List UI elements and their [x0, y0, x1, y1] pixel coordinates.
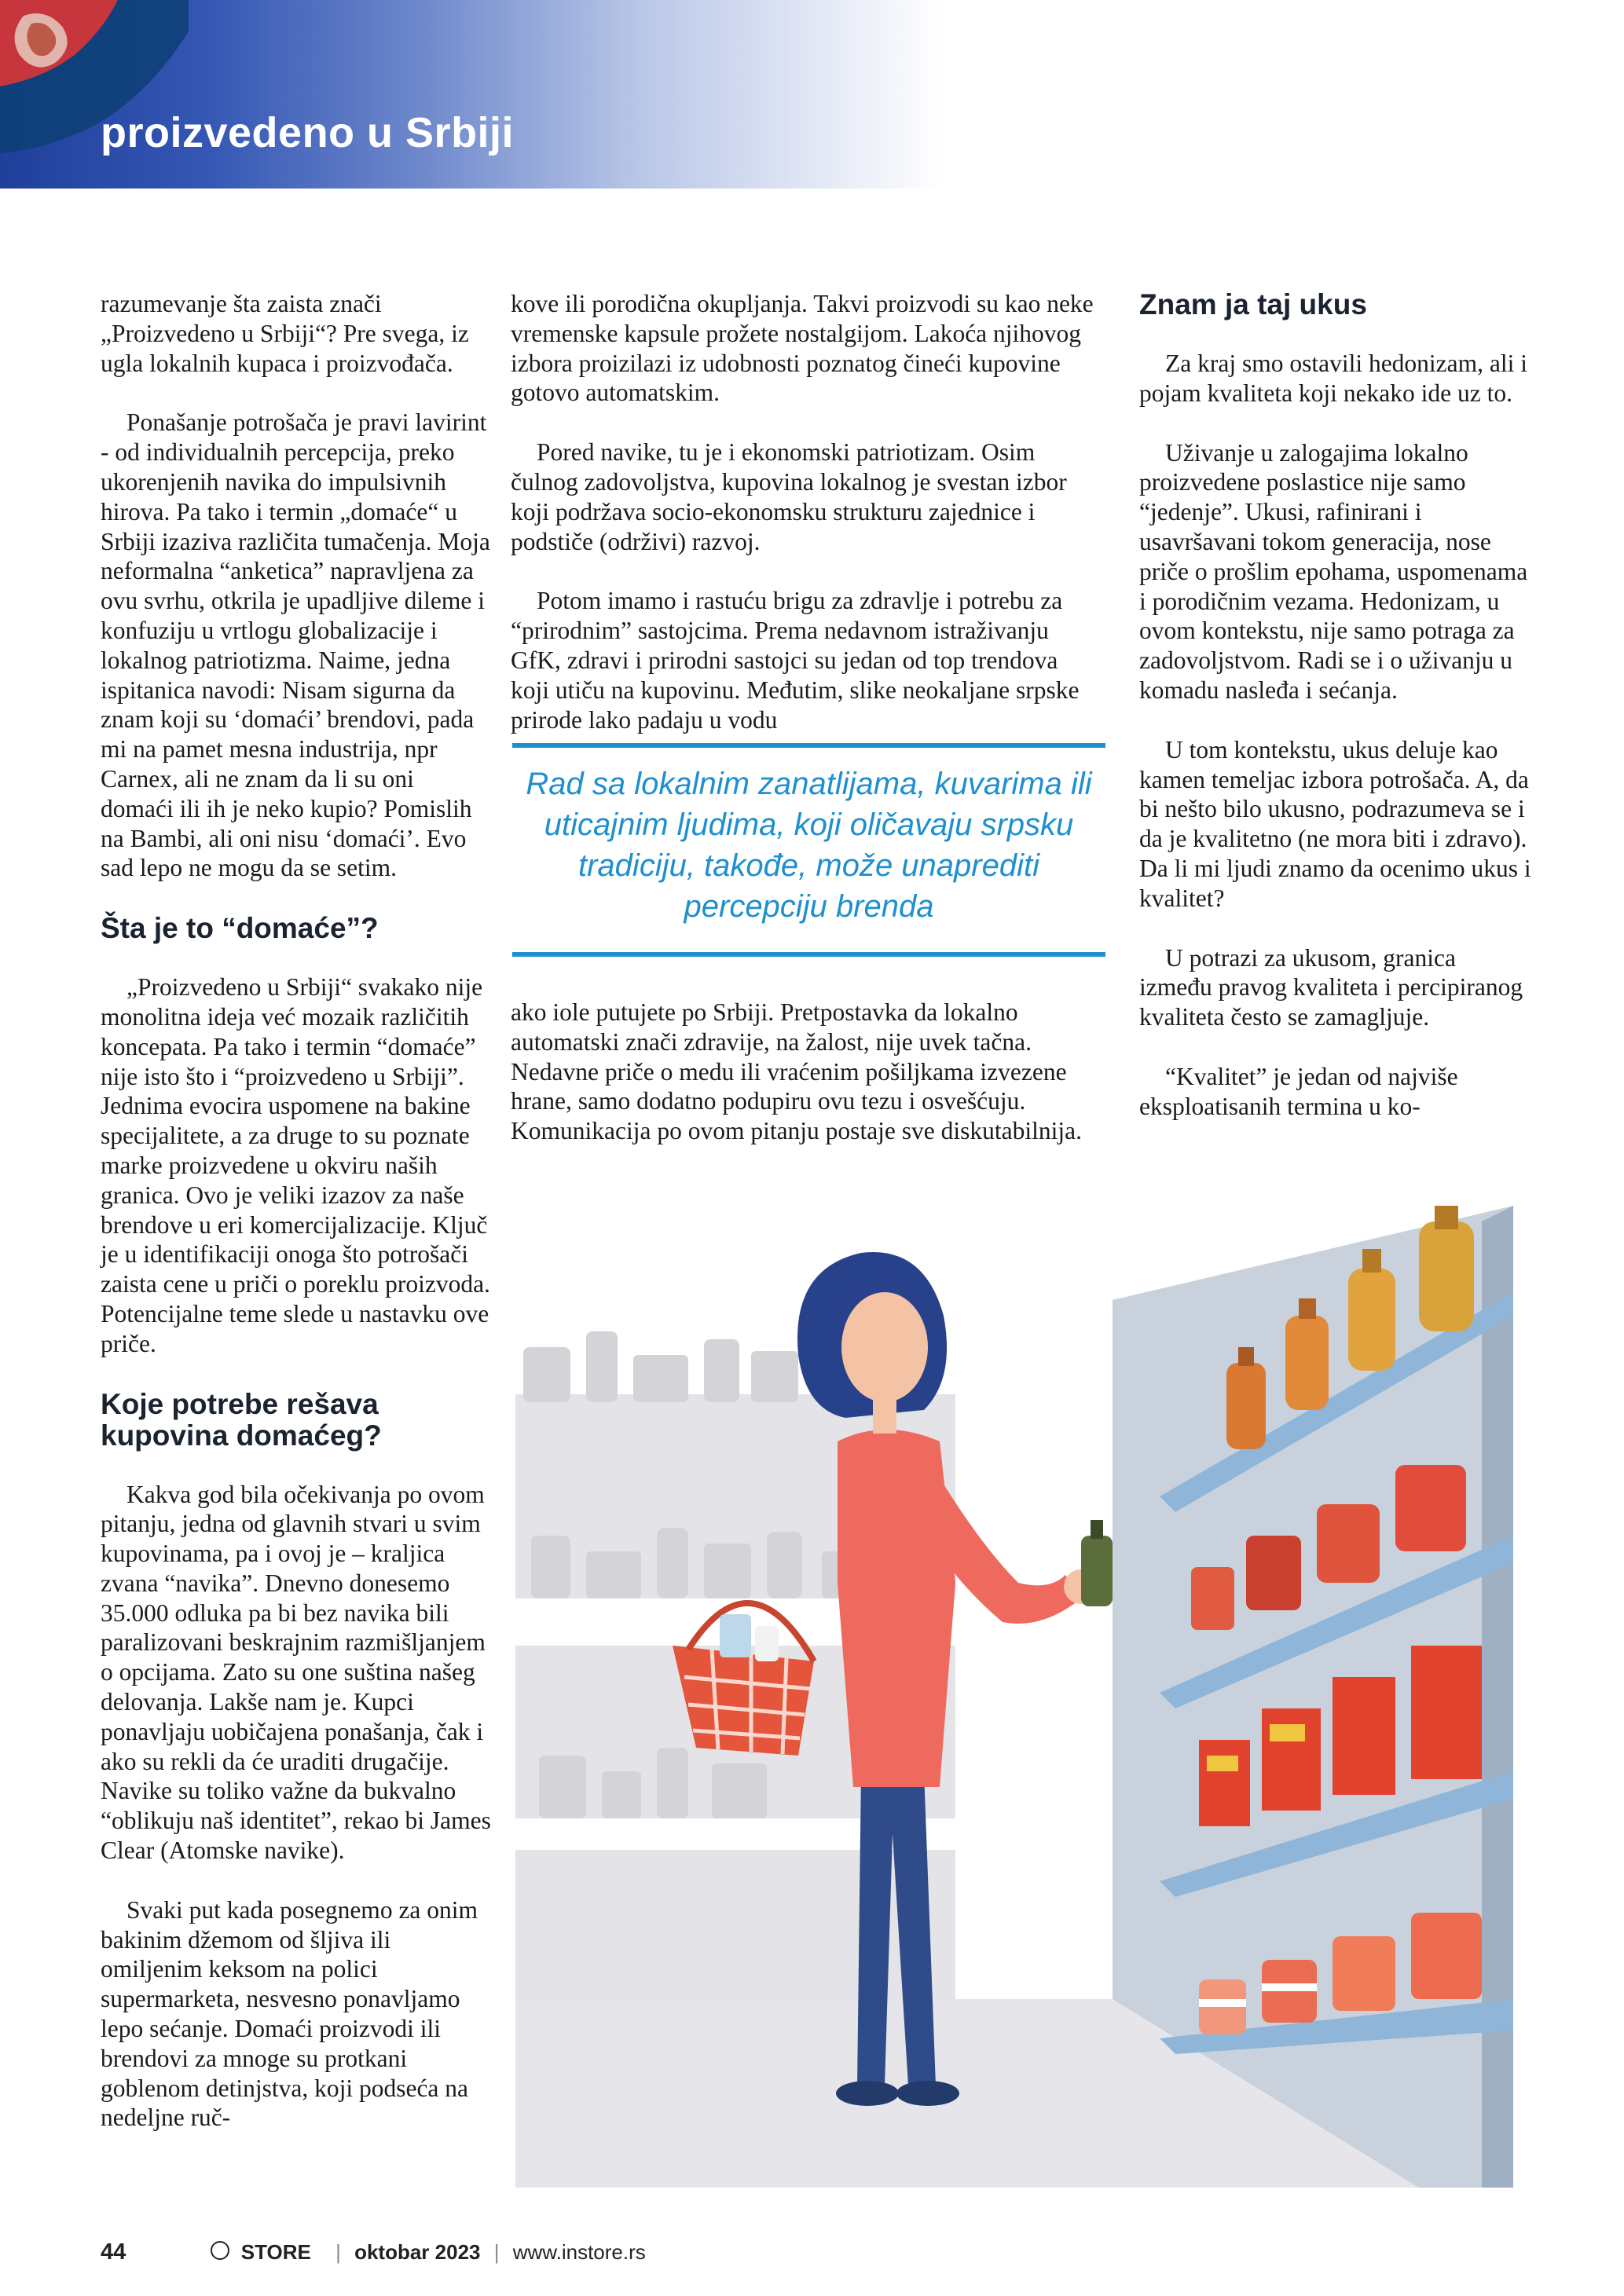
page-footer — [101, 2239, 646, 2270]
paragraph: kove ili porodična okupljanja. Takvi proizvodi su kao neke vremenske kapsule prožete nostalgijom. Lakoća njihovog izbora proizilazi iz udobnosti poznatog čineći kupovine gotovo automatskim. — [511, 290, 1094, 407]
paragraph: U tom kontekstu, ukus deluje kao kamen temeljac izbora potrošača. A, da bi nešto bilo ukusno, podrazumeva se i da je kvalitetno (ne mora biti i zdravo). Da li mi ljudi znamo da ocenimo ukus i kvalitet? — [1139, 735, 1531, 912]
paragraph: „Proizvedeno u Srbiji“ svakako nije monolitna ideja već mozaik različitih koncepata. Pa tako i termin “domaće” nije isto što i “proizvedeno u Srbiji”. Jednima evocira uspomene na bakine specijalitete, a za druge to su poznate marke proizvedene u okviru naših granica. Ovo je veliki izazov za naše brendove u eri komercijalizacije. Ključ je u identifikaciji onoga što potrošači zaista cene u priči o poreklu proizvoda. Potencijalne teme slede u nastavku ove priče. — [101, 973, 490, 1357]
paragraph: Za kraj smo ostavili hedonizam, ali i pojam kvaliteta koji nekako ide uz to. — [1139, 350, 1528, 407]
header-banner — [0, 0, 943, 189]
paragraph: Svaki put kada posegnemo za onim bakinim džemom od šljiva ili omiljenim keksom na polici supermarketa, nesvesno ponavljamo lepo sećanje. Domaći proizvodi ili brendovi za mnoge su protkani goblenom detinjstva, koji podseća na nedeljne ruč- — [101, 1895, 478, 2132]
shopping-illustration — [515, 1206, 1513, 2188]
pull-quote-rule — [512, 743, 1105, 748]
issue-date: oktobar 2023 — [354, 2239, 481, 2264]
paragraph: “Kvalitet” je jedan od najviše eksploatisanih termina u ko- — [1139, 1062, 1458, 1120]
footer-separator: | — [335, 2239, 341, 2264]
paragraph: U potrazi za ukusom, granica između pravog kvaliteta i percipiranog kvaliteta često se zamagljuje. — [1139, 943, 1523, 1031]
subheading: Koje potrebe rešava kupovina domaćeg? — [101, 1387, 382, 1452]
footer-separator: | — [493, 2239, 500, 2264]
article-column-1 — [101, 289, 492, 2162]
pull-quote-rule — [512, 952, 1105, 957]
serbian-flag-graphic — [0, 0, 189, 189]
article-column-3 — [1139, 289, 1532, 1152]
paragraph: Potom imamo i rastuću brigu za zdravlje i potrebu za “prirodnim” sastojcima. Prema nedavnom istraživanju GfK, zdravi i prirodni sastojci su jedan od top trendova koji utiču na kupovinu. Međutim, slike neokaljane srpske prirode lako padaju u vodu — [511, 587, 1080, 734]
subheading: Šta je to “domaće”? — [101, 912, 379, 945]
section-title: proizvedeno u Srbiji — [101, 109, 515, 156]
website-link[interactable]: www.instore.rs — [512, 2239, 646, 2264]
paragraph: Kakva god bila očekivanja po ovom pitanju, jedna od glavnih stvari u svim kupovinama, pa i ovoj je – kraljica zvana “navika”. Dnevno donesemo 35.000 odluka pa bi bez navika bili paralizovani beskrajnim razmišljanjem o opcijama. Zato su one suština našeg delovanja. Lakše nam je. Kupci ponavljaju uobičajena ponašanja, čak i ako su rekli da će uraditi drugačije. Navike su toliko važne da bukvalno “oblikuju naš identitet”, rekao bi James Clear (Atomske navike). — [101, 1480, 491, 1865]
page-number: 44 — [101, 2239, 126, 2265]
paragraph: Uživanje u zalogajima lokalno proizvedene poslastice nije samo “jedenje”. Ukusi, rafinirani i usavršavani tokom generacija, nose priče o prošlim epohama, uspomenama i porodičnim vezama. Hedonizam, u ovom kontekstu, nije samo potraga za zadovoljstvom. Radi se i o uživanju u komadu nasleđa i sećanja. — [1139, 438, 1528, 704]
pull-quote-text: Rad sa lokalnim zanatlijama, kuvarima ili uticajnim ljudima, koji oličavaju srpsku tradiciju, takođe, može unaprediti percepciju brenda — [526, 767, 1092, 924]
article-column-2 — [511, 289, 1094, 764]
paragraph: Pored navike, tu je i ekonomski patriotizam. Osim čulnog zadovoljstva, kupovina lokalnog je svestan izbor koji podržava socio-ekonomsku strukturu zajednice i podstiče (održivi) razvoj. — [511, 438, 1067, 555]
paragraph: razumevanje šta zaista znači „Proizvedeno u Srbiji“? Pre svega, iz ugla lokalnih kupaca i proizvođača. — [101, 290, 469, 377]
publication-logo: STORE — [240, 2239, 311, 2264]
article-column-2-continued — [511, 998, 1094, 1176]
pull-quote — [512, 743, 1105, 957]
paragraph: ako iole putujete po Srbiji. Pretpostavka da lokalno automatski znači zdravije, na žalost, nije uvek tačna. Nedavne priče o medu ili vraćenim pošiljkama izvezene hrane, samo dodatno podupiru ovu tezu i osvešćuju. Komunikacija po ovom pitanju postaje sve diskutabilnija. — [511, 998, 1083, 1145]
store-logo-icon — [211, 2241, 229, 2260]
paragraph: Ponašanje potrošača je pravi lavirint - od individualnih percepcija, preko ukorenjenih navika do impulsivnih hirova. Pa tako i termin „domaće“ u Srbiji izaziva različita tumačenja. Moja neformalna “anketica” napravljena za ovu svrhu, otkrila je upadljive dileme i konfuziju u vrtlogu globalizacije i lokalnog patriotizma. Naime, jedna ispitanica navodi: Nisam sigurna da znam koji su ‘domaći’ brendovi, pada mi na pamet mesna industrija, npr Carnex, ali ne znam da li su oni domaći ili ih je neko kupio? Pomislih na Bambi, ali oni nisu ‘domaći’. Evo sad lepo ne mogu da se setim. — [101, 408, 490, 882]
subheading: Znam ja taj ukus — [1139, 288, 1367, 320]
